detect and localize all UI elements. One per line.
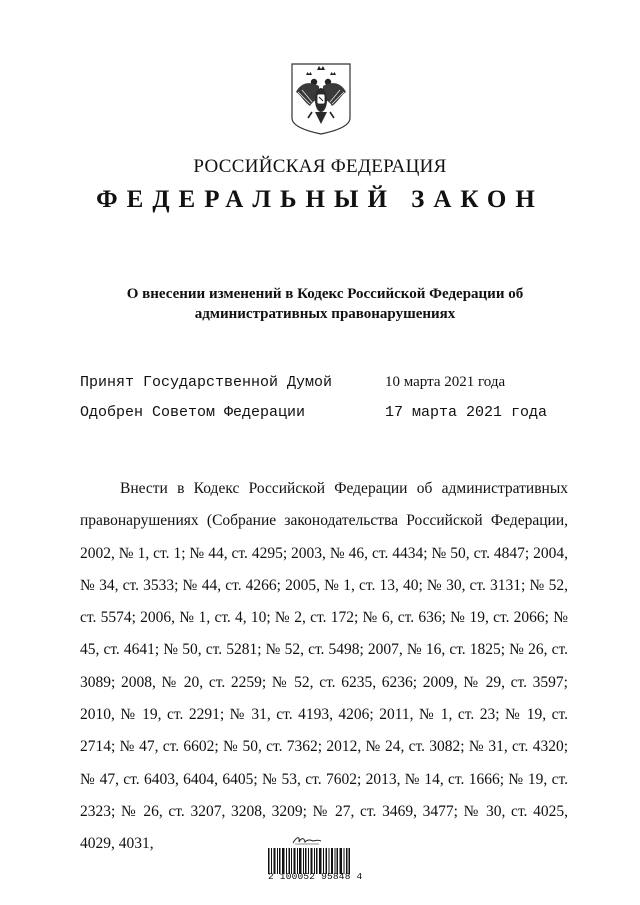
adoption-label: Одобрен Советом Федерации — [80, 404, 306, 421]
coat-of-arms-icon — [290, 62, 352, 136]
law-subject — [95, 284, 555, 324]
adoption-date: 10 марта 2021 года — [385, 374, 506, 390]
barcode-number: 2 100052 95848 4 — [268, 871, 363, 882]
signature-icon — [291, 834, 323, 846]
adoption-label: Принят Государственной Думой — [80, 374, 333, 391]
law-subject-line-2: административных правонарушениях — [194, 306, 456, 322]
law-subject-line-1: О внесении изменений в Кодекс Российской Федерации об — [126, 286, 524, 302]
country-name: РОССИЙСКАЯ ФЕДЕРАЦИЯ — [193, 156, 447, 177]
adoption-date: 17 марта 2021 года — [385, 404, 548, 421]
document-type-title: ФЕДЕРАЛЬНЫЙ ЗАКОН — [96, 186, 544, 213]
law-body-paragraph: Внести в Кодекс Российской Федерации об административных правонарушениях (Собрание законодательства Российской Федерации, 2002, № 1, ст. 1; № 44, ст. 4295; 2003, № 46, ст. 4434; № 50, ст. 4847; 2004, № 34, ст. 3533; № 44, ст. 4266; 2005, № 1, ст. 13, 40; № 30, ст. 3131; № 52, ст. 5574; 2006, № 1, ст. 4, 10; № 2, ст. 172; № 6, ст. 636; № 19, ст. 2066; № 45, ст. 4641; № 50, ст. 5281; № 52, ст. 5498; 2007, № 16, ст. 1825; № 26, ст. 3089; 2008, № 20, ст. 2259; № 52, ст. 6235, 6236; 2009, № 29, ст. 3597; 2010, № 19, ст. 2291; № 31, ст. 4193, 4206; 2011, № 1, ст. 23; № 19, ст. 2714; № 47, ст. 6602; № 50, ст. 7362; 2012, № 24, ст. 3082; № 31, ст. 4320; № 47, ст. 6403, 6404, 6405; № 53, ст. 7602; 2013, № 14, ст. 1666; № 19, ст. 2323; № 26, ст. 3207, 3208, 3209; № 27, ст. 3469, 3477; № 30, ст. 4025, 4029, 4031, — [80, 480, 568, 853]
